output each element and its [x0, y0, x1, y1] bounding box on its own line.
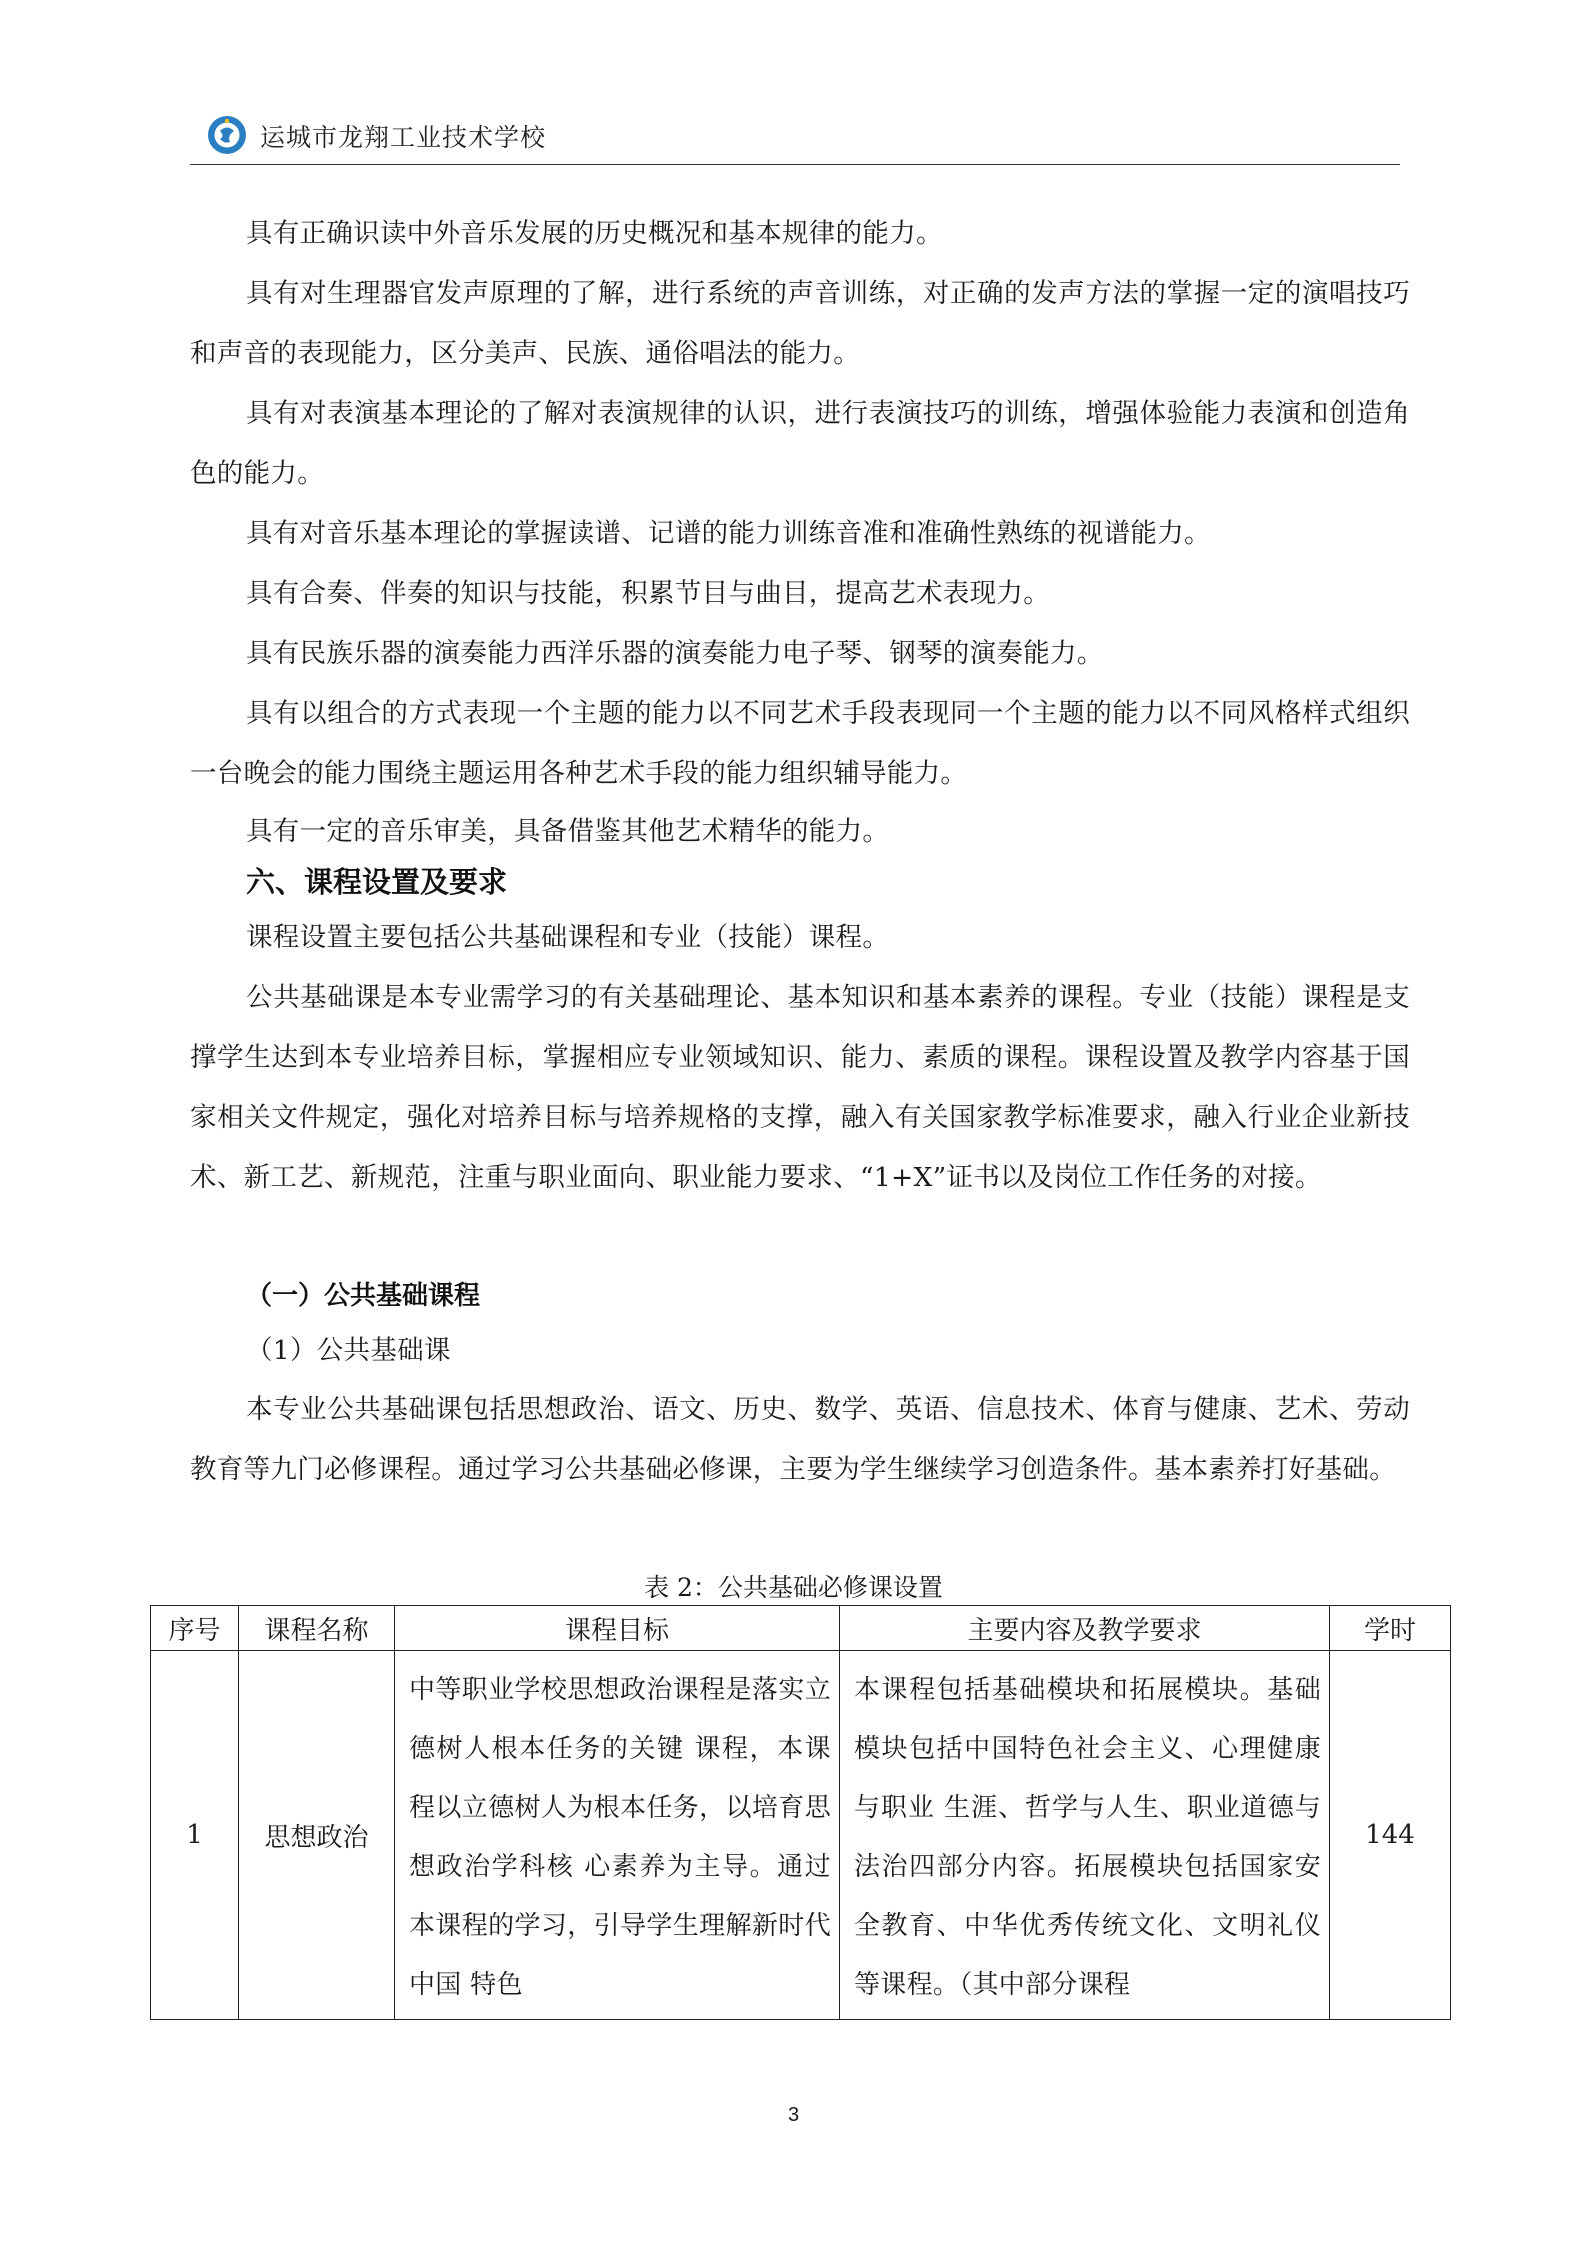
paragraph: 课程设置主要包括公共基础课程和专业（技能）课程。 [246, 922, 890, 953]
paragraph: 公共基础课是本专业需学习的有关基础理论、基本知识和基本素养的课程。专业（技能）课程是支撑学生达到本专业培养目标，掌握相应专业领域知识、能力、素质的课程。课程设置及教学内容基于国家相关文件规定，强化对培养目标与培养规格的支撑，融入有关国家教学标准要求，融入行业企业新技术、新工艺、新规范，注重与职业面向、职业能力要求、“1+X”证书以及岗位工作任务的对接。 [190, 982, 1410, 1193]
paragraph: 具有一定的音乐审美，具备借鉴其他艺术精华的能力。 [246, 816, 890, 847]
col-header-no: 序号 [151, 1606, 239, 1651]
paragraph: 具有对表演基本理论的了解对表演规律的认识，进行表演技巧的训练，增强体验能力表演和创造角色的能力。 [190, 398, 1410, 489]
cell-name: 思想政治 [239, 1651, 395, 2020]
cell-no: 1 [151, 1651, 239, 2020]
col-header-name: 课程名称 [239, 1606, 395, 1651]
paragraph: 具有正确识读中外音乐发展的历史概况和基本规律的能力。 [246, 218, 943, 249]
subsubsection-heading: （1）公共基础课 [246, 1335, 451, 1366]
col-header-hours: 学时 [1330, 1606, 1451, 1651]
paragraph: 具有民族乐器的演奏能力西洋乐器的演奏能力电子琴、钢琴的演奏能力。 [246, 638, 1104, 669]
cell-goal: 中等职业学校思想政治课程是落实立德树人根本任务的关键 课程，本课程以立德树人为根本任务，以培育思想政治学科核 心素养为主导。通过本课程的学习，引导学生理解新时代中国 特色 [395, 1651, 840, 2020]
school-emblem-icon [206, 114, 248, 156]
paragraph: 具有以组合的方式表现一个主题的能力以不同艺术手段表现同一个主题的能力以不同风格样式组织一台晚会的能力围绕主题运用各种艺术手段的能力组织辅导能力。 [190, 698, 1410, 789]
page-header [190, 112, 1400, 165]
paragraph: 具有对音乐基本理论的掌握读谱、记谱的能力训练音准和准确性熟练的视谱能力。 [246, 518, 1211, 549]
section-heading: 六、课程设置及要求 [246, 865, 508, 899]
table-header-row [151, 1606, 1451, 1651]
paragraph: 本专业公共基础课包括思想政治、语文、历史、数学、英语、信息技术、体育与健康、艺术、劳动教育等九门必修课程。通过学习公共基础必修课，主要为学生继续学习创造条件。基本素养打好基础。 [190, 1394, 1410, 1485]
paragraph: 具有对生理器官发声原理的了解，进行系统的声音训练，对正确的发声方法的掌握一定的演唱技巧和声音的表现能力，区分美声、民族、通俗唱法的能力。 [190, 278, 1410, 369]
col-header-content: 主要内容及教学要求 [840, 1606, 1330, 1651]
paragraph: 具有合奏、伴奏的知识与技能，积累节目与曲目，提高艺术表现力。 [246, 578, 1050, 609]
cell-hours: 144 [1330, 1651, 1451, 2020]
cell-content: 本课程包括基础模块和拓展模块。基础模块包括中国特色社会主义、心理健康与职业 生涯、哲学与人生、职业道德与法治四部分内容。拓展模块包括国家安全教育、中华优秀传统文化、文明礼仪等课程。（其中部分课程 [840, 1651, 1330, 2020]
course-table [150, 1605, 1451, 2020]
table-caption: 表 2：公共基础必修课设置 [644, 1573, 943, 1602]
page-number: 3 [787, 2104, 800, 2126]
col-header-goal: 课程目标 [395, 1606, 840, 1651]
school-name: 运城市龙翔工业技术学校 [260, 123, 547, 152]
subsection-heading: （一）公共基础课程 [246, 1281, 481, 1311]
table-row [151, 1651, 1451, 2020]
